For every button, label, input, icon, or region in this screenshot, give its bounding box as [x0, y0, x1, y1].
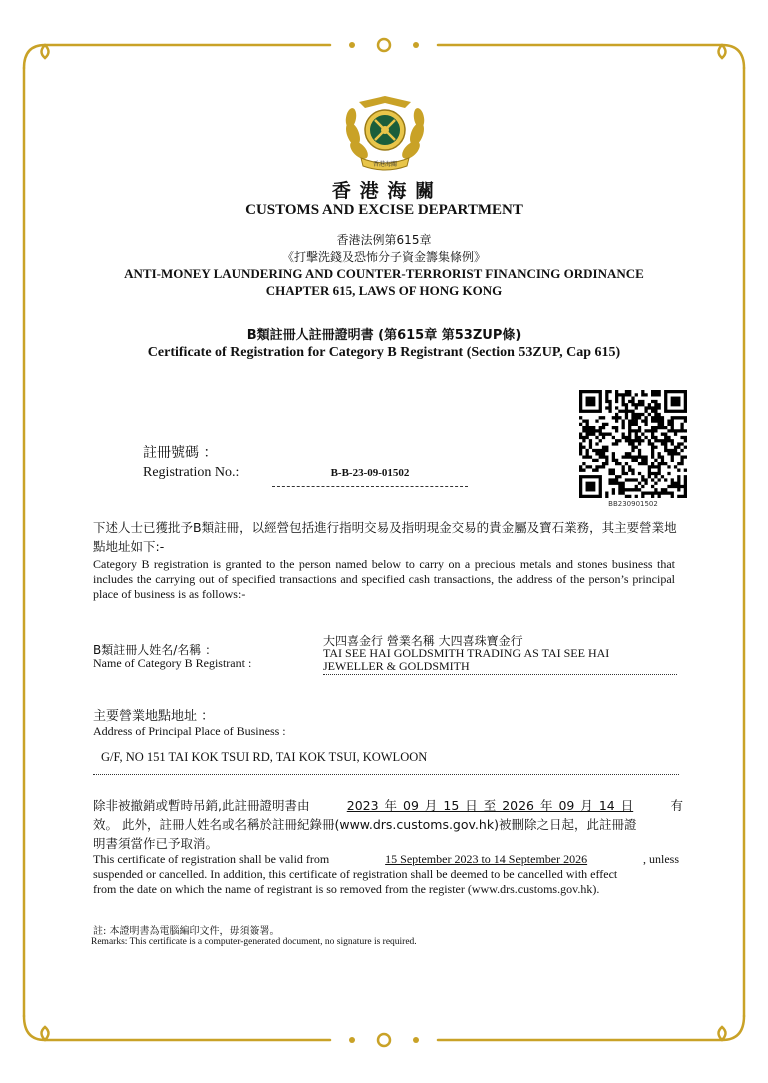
remarks-chinese: 註: 本證明書為電腦編印文件，毋須簽署。 [93, 926, 280, 937]
customs-emblem [339, 94, 431, 174]
grant-statement-english: Category B registration is granted to the person named below to carry on a precious metals and stones business that includes the carrying out of specified transactions and specified cash transactions, the address of the person’s principal place of business is as follows:- [93, 557, 675, 601]
validity-text-chinese-start: 除非被撤銷或暫時吊銷,此註冊證明書由 [93, 798, 310, 813]
qr-code [579, 390, 687, 498]
validity-text-english-end: , unless [643, 852, 679, 866]
validity-text-chinese-line2: 效。 此外，註冊人姓名或名稱於註冊紀錄冊(www.drs.customs.gov.hk)被刪除之日起，此註冊證 [93, 817, 637, 832]
registrant-name-underline [323, 674, 677, 675]
registration-number-value: B-B-23-09-01502 [330, 467, 410, 479]
validity-text-english-line2: suspended or cancelled. In addition, this certificate of registration shall be deemed to be cancelled with effect [93, 867, 618, 881]
registrant-name-english-line2: JEWELLER & GOLDSMITH [323, 659, 470, 673]
remarks-english: Remarks: This certificate is a computer-generated document, no signature is required. [91, 937, 417, 947]
registration-number-label-chinese: 註冊號碼 ： [143, 445, 218, 461]
ordinance-chapter-chinese: 香港法例第615章 [336, 233, 432, 247]
ordinance-title-chinese: 《打擊洗錢及恐怖分子資金籌集條例》 [281, 250, 486, 264]
address-label-chinese: 主要營業地點地址 ： [93, 709, 215, 724]
registration-number-label-english: Registration No.: [143, 465, 240, 480]
address-label-english: Address of Principal Place of Business : [93, 724, 286, 738]
validity-text-chinese-end: 有 [670, 798, 683, 813]
certificate-title-english: Certificate of Registration for Category B Registrant (Section 53ZUP, Cap 615) [147, 345, 621, 360]
validity-statement-english [93, 852, 679, 897]
ordinance-title-english: ANTI-MONEY LAUNDERING AND COUNTER-TERRORIST FINANCING ORDINANCE [124, 266, 644, 281]
emblem-seal-text: 香港海關 [372, 161, 398, 168]
ordinance-chapter-english: CHAPTER 615, LAWS OF HONG KONG [265, 283, 503, 298]
address-value: G/F, NO 151 TAI KOK TSUI RD, TAI KOK TSUI, KOWLOON [101, 750, 428, 764]
validity-dates-english: 15 September 2023 to 14 September 2026 [385, 852, 588, 866]
validity-text-chinese-line3: 明書須當作已予取消。 [93, 836, 219, 851]
registrant-name-chinese: 大四喜金行 營業名稱 大四喜珠寶金行 [323, 634, 523, 648]
validity-dates-chinese: 2023 年 09 月 15 日 至 2026 年 09 月 14 日 [346, 798, 634, 813]
address-underline [93, 774, 679, 775]
department-name-chinese: 香 港 海 關 [331, 181, 437, 202]
qr-code-caption: BB230901502 [608, 500, 658, 508]
validity-text-english-start: This certificate of registration shall be valid from [93, 852, 330, 866]
department-name-english: CUSTOMS AND EXCISE DEPARTMENT [245, 202, 523, 218]
registrant-name-label-english: Name of Category B Registrant : [93, 656, 252, 670]
validity-statement-chinese [93, 796, 683, 853]
registrant-name-english-line1: TAI SEE HAI GOLDSMITH TRADING AS TAI SEE HAI [323, 646, 610, 660]
validity-text-english-line3: from the date on which the name of registrant is so removed from the register (www.drs.customs.gov.hk). [93, 882, 600, 896]
registration-number-underline [272, 486, 468, 487]
registrant-name-label-chinese: B類註冊人姓名/名稱 ： [93, 643, 218, 657]
certificate-title-chinese: B類註冊人註冊證明書 (第615章 第53ZUP條) [246, 328, 522, 343]
grant-statement-chinese: 下述人士已獲批予B類註冊，以經營包括進行指明交易及指明現金交易的貴金屬及寶石業務，其主要營業地點地址如下:- [93, 520, 677, 554]
